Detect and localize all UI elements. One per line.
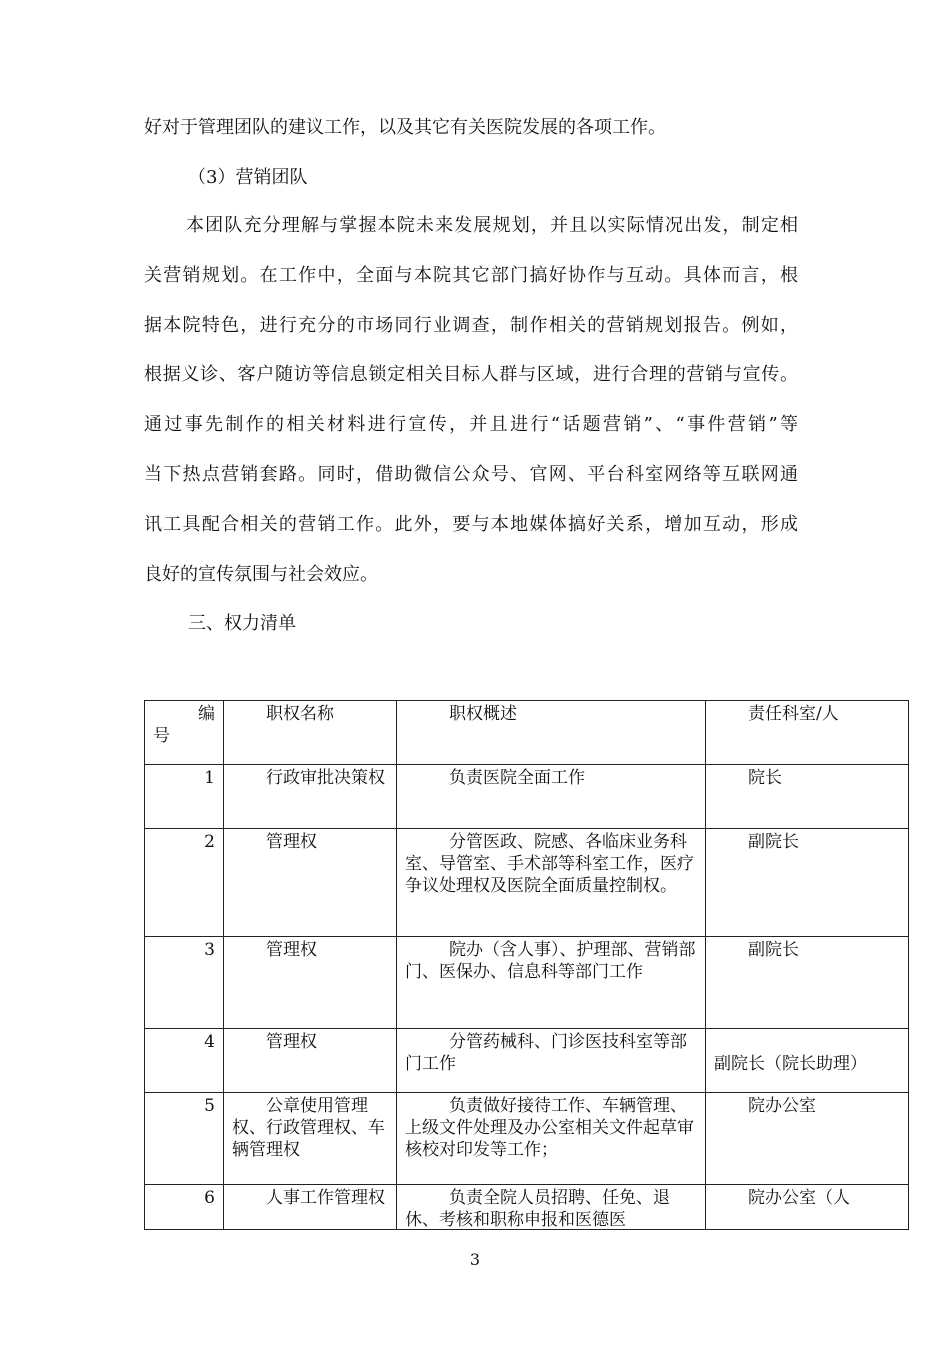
row-responsible (706, 765, 909, 829)
header-number (145, 701, 224, 765)
row-power-name-text: 公章使用管理权、行政管理权、车辆管理权 (232, 1096, 385, 1160)
row-responsible-text: 院长 (748, 768, 782, 788)
row-power-desc (397, 1185, 706, 1230)
row-responsible-text: 副院长 (748, 940, 799, 960)
header-power-name (224, 701, 397, 765)
row-power-desc-text: 分管药械科、门诊医技科室等部门工作 (405, 1032, 687, 1074)
page-number: 3 (469, 1250, 481, 1269)
row-responsible (706, 1093, 909, 1185)
row-number: 5 (145, 1093, 224, 1185)
table-row (145, 1185, 909, 1230)
paragraph-line: 据本院特色，进行充分的市场同行业调查，制作相关的营销规划报告。例如， (144, 315, 798, 336)
row-power-name-text: 管理权 (266, 1032, 317, 1052)
row-power-name (224, 1029, 397, 1093)
header-power-name-text: 职权名称 (266, 704, 334, 724)
row-responsible (706, 937, 909, 1029)
paragraph-line: 讯工具配合相关的营销工作。此外，要与本地媒体搞好关系，增加互动，形成 (144, 514, 798, 535)
row-responsible (706, 1029, 909, 1093)
row-number: 3 (145, 937, 224, 1029)
row-power-desc (397, 1093, 706, 1185)
row-power-desc-text: 负责医院全面工作 (449, 768, 585, 788)
row-power-name-text: 人事工作管理权 (266, 1188, 385, 1208)
header-number-line1: 编 (198, 704, 215, 724)
row-power-name (224, 1093, 397, 1185)
row-power-desc-text: 分管医政、院感、各临床业务科室、导管室、手术部等科室工作，医疗争议处理权及医院全面质量控制权。 (405, 832, 694, 896)
row-number: 4 (145, 1029, 224, 1093)
row-power-name (224, 937, 397, 1029)
table-header-row (145, 701, 909, 765)
row-number: 2 (145, 829, 224, 937)
section-heading-power-list: 三、权力清单 (188, 613, 296, 634)
paragraph-line: 本团队充分理解与掌握本院未来发展规划，并且以实际情况出发，制定相 (186, 215, 798, 236)
row-power-desc (397, 937, 706, 1029)
row-power-desc (397, 1029, 706, 1093)
paragraph-line: 当下热点营销套路。同时，借助微信公众号、官网、平台科室网络等互联网通 (144, 464, 798, 485)
header-power-desc-text: 职权概述 (449, 704, 517, 724)
row-power-name (224, 1185, 397, 1230)
table-row (145, 1029, 909, 1093)
row-power-name-text: 行政审批决策权 (266, 768, 385, 788)
row-power-desc (397, 829, 706, 937)
row-number: 1 (145, 765, 224, 829)
row-power-desc-text: 负责做好接待工作、车辆管理、上级文件处理及办公室相关文件起草审核校对印发等工作； (405, 1096, 694, 1160)
row-responsible (706, 1185, 909, 1230)
paragraph-line: 良好的宣传氛围与社会效应。 (144, 564, 378, 585)
row-power-name (224, 765, 397, 829)
table-row (145, 765, 909, 829)
row-responsible-text: 院办公室（人 (748, 1188, 850, 1208)
row-power-name (224, 829, 397, 937)
paragraph-line: 关营销规划。在工作中，全面与本院其它部门搞好协作与互动。具体而言，根 (144, 265, 798, 286)
power-list-table (144, 700, 909, 1230)
header-responsible-text: 责任科室/人 (748, 704, 839, 724)
row-responsible-text: 副院长 (748, 832, 799, 852)
paragraph-line: 根据义诊、客户随访等信息锁定相关目标人群与区域，进行合理的营销与宣传。 (144, 364, 798, 385)
row-power-name-text: 管理权 (266, 940, 317, 960)
table-row (145, 1093, 909, 1185)
row-responsible-text: 副院长（院长助理） (714, 1054, 867, 1074)
row-number: 6 (145, 1185, 224, 1230)
row-power-desc (397, 765, 706, 829)
row-power-name-text: 管理权 (266, 832, 317, 852)
table-row (145, 937, 909, 1029)
row-power-desc-text: 负责全院人员招聘、任免、退休、考核和职称申报和医德医 (405, 1188, 670, 1229)
subheading-marketing-team: （3）营销团队 (188, 167, 308, 188)
table-row (145, 829, 909, 937)
header-number-line2: 号 (153, 726, 170, 746)
header-responsible (706, 701, 909, 765)
paragraph-line: 通过事先制作的相关材料进行宣传，并且进行“话题营销”、“事件营销”等 (144, 414, 798, 435)
row-power-desc-text: 院办（含人事）、护理部、营销部门、医保办、信息科等部门工作 (405, 940, 696, 982)
row-responsible-text: 院办公室 (748, 1096, 816, 1116)
row-responsible (706, 829, 909, 937)
paragraph-continuation: 好对于管理团队的建议工作，以及其它有关医院发展的各项工作。 (144, 117, 666, 138)
header-power-desc (397, 701, 706, 765)
